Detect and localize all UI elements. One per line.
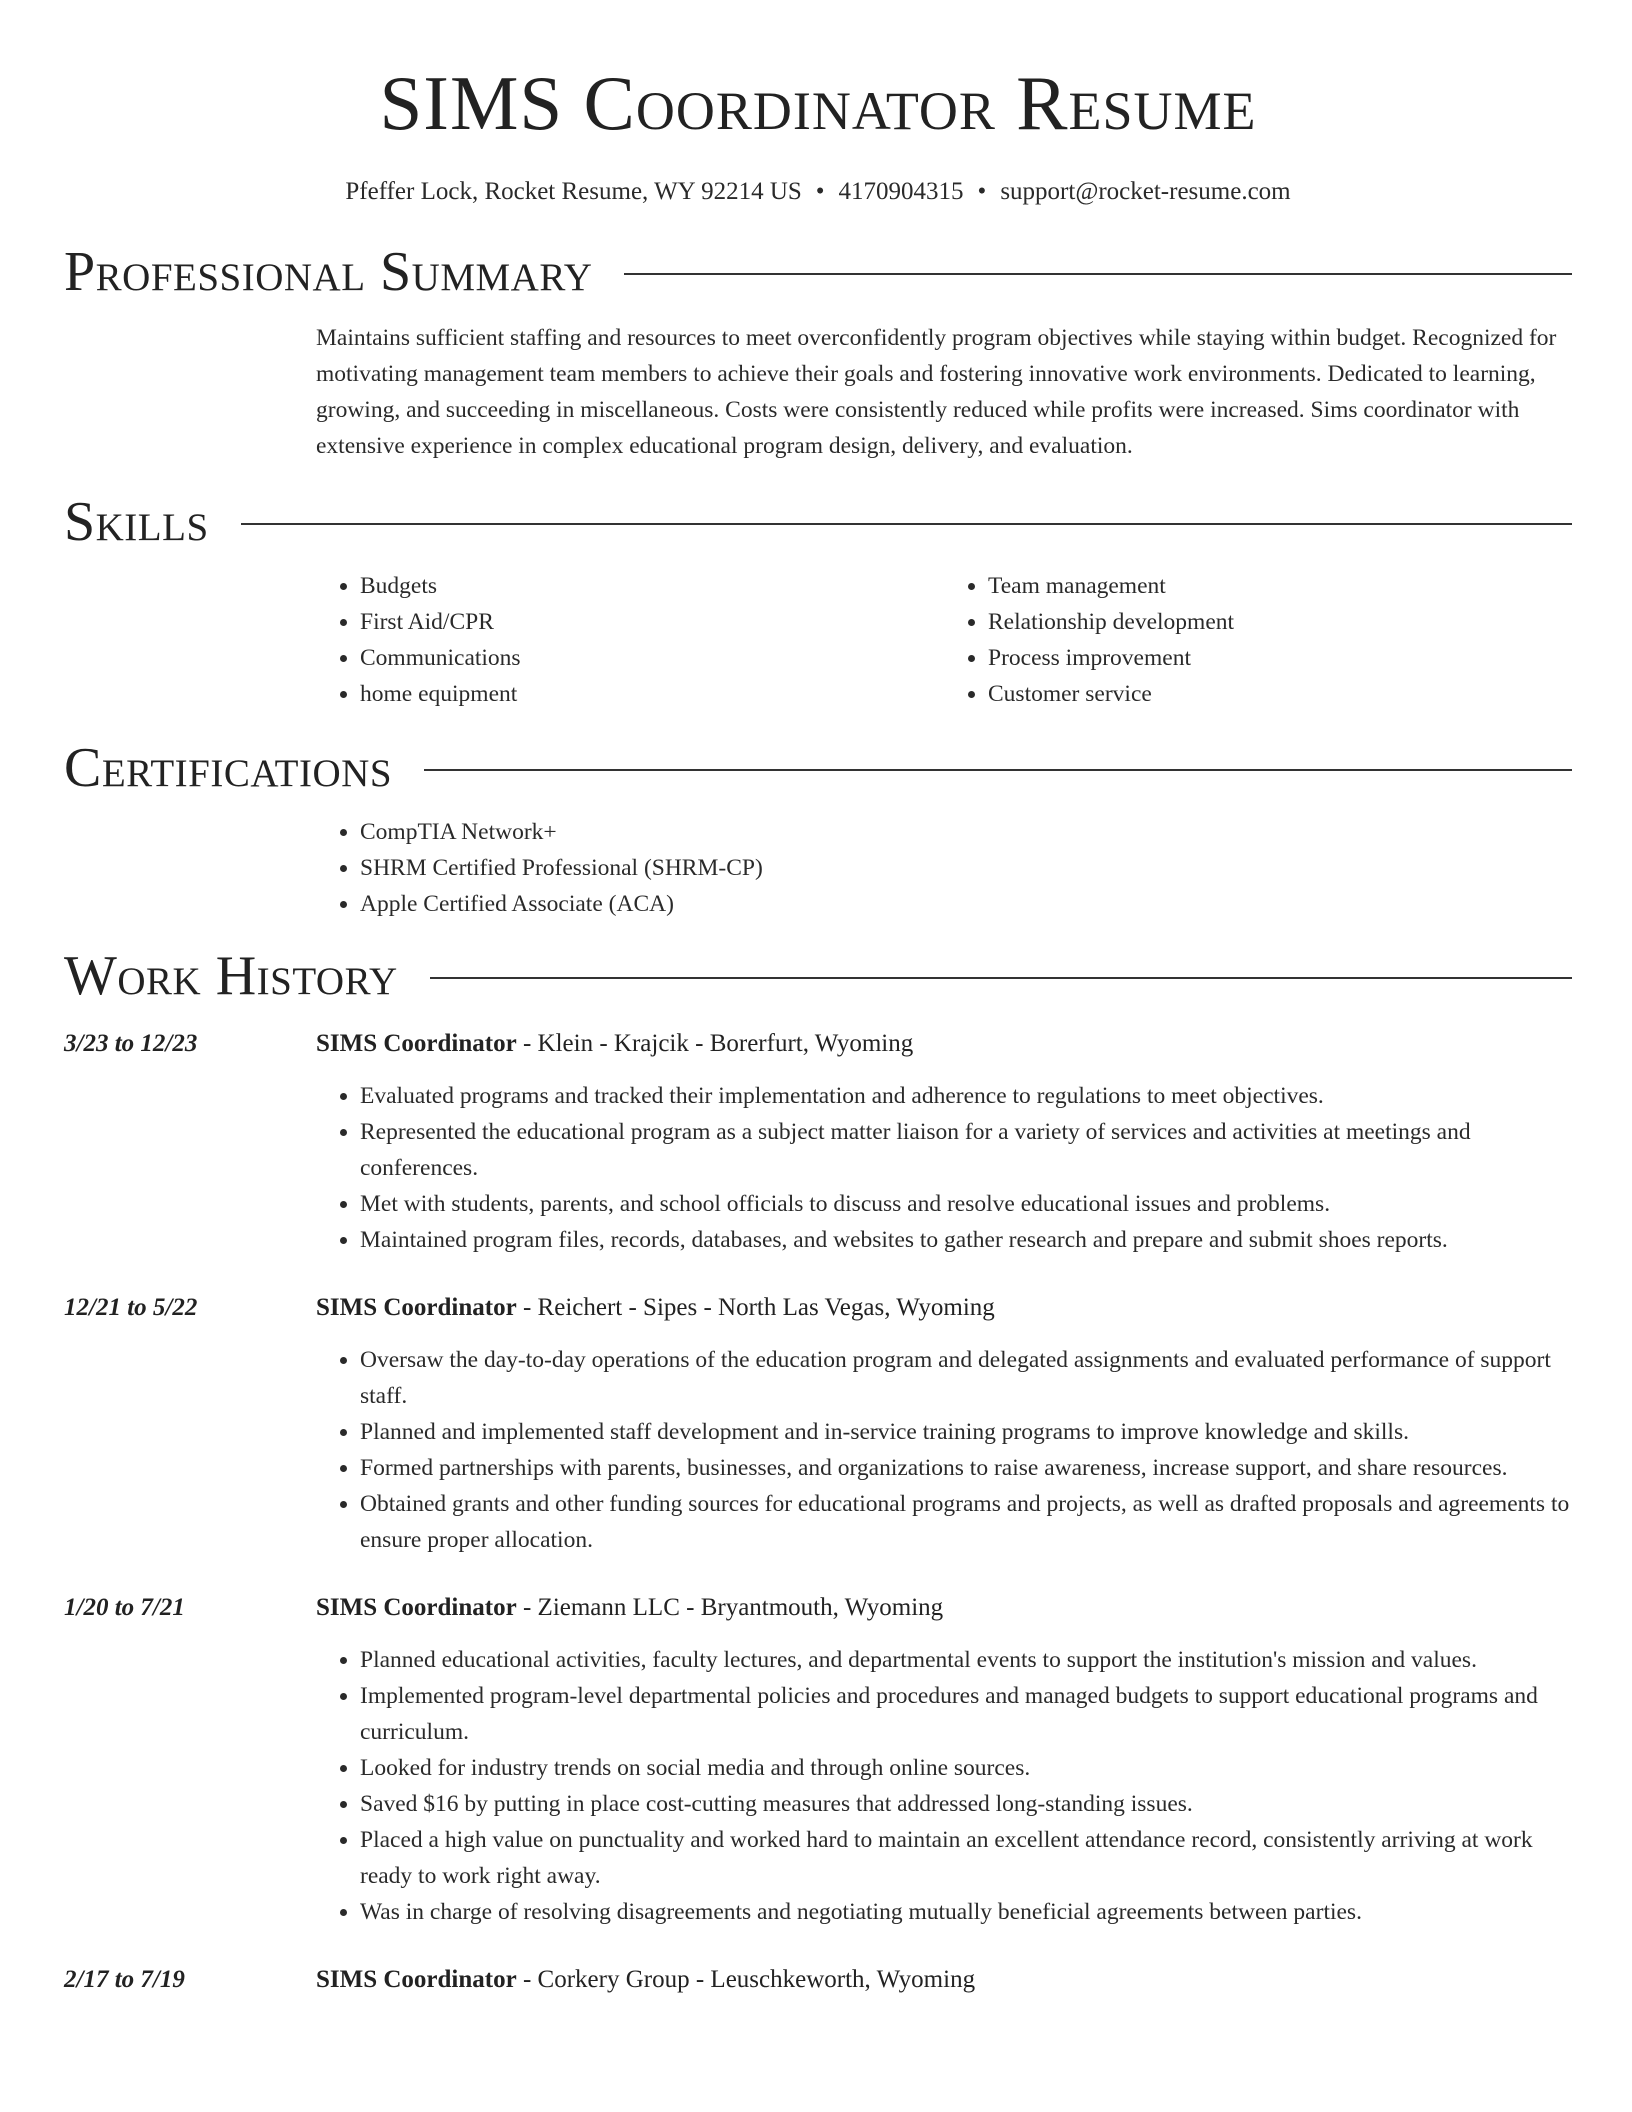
job-body [316, 1590, 1572, 1930]
summary-section-header [64, 242, 1572, 302]
contact-address: Pfeffer Lock, Rocket Resume, WY 92214 US [345, 178, 802, 205]
skills-column-left [316, 568, 944, 712]
job-duty: • Was in charge of resolving disagreements and negotiating mutually beneficial agreements between parties. [360, 1894, 1572, 1930]
job-title-line [316, 1962, 975, 1998]
job-duty: • Placed a high value on punctuality and worked hard to maintain an excellent attendance record, consistently arriving at work ready to work right away. [360, 1822, 1572, 1894]
job-dates: 1/20 to 7/21 [64, 1594, 185, 1621]
job-duties [316, 1342, 1572, 1558]
job-duty: • Planned and implemented staff development and in-service training programs to improve knowledge and skills. [360, 1414, 1572, 1450]
job-duty: • Looked for industry trends on social media and through online sources. [360, 1750, 1572, 1786]
job-entry [64, 1290, 1572, 1558]
skill-item: • Relationship development [988, 604, 1572, 640]
job-entry [64, 1962, 1572, 1998]
job-body [316, 1026, 1572, 1258]
job-dates: 12/21 to 5/22 [64, 1294, 198, 1321]
job-duty: • Implemented program-level departmental policies and procedures and managed budgets to support educational programs and curriculum. [360, 1678, 1572, 1750]
job-employer: - Corkery Group - Leuschkeworth, Wyoming [516, 1966, 976, 1993]
certifications-heading: Certifications [64, 737, 393, 799]
job-body [316, 1962, 975, 1998]
job-dates: 2/17 to 7/19 [64, 1966, 185, 1993]
skill-item: • Communications [360, 640, 944, 676]
job-title-line [316, 1290, 1572, 1326]
skill-item: • Customer service [988, 676, 1572, 712]
contact-separator: • [815, 178, 825, 205]
contact-line [64, 176, 1572, 208]
skills-list [316, 568, 1572, 712]
job-title: SIMS Coordinator [316, 1294, 517, 1321]
job-duty: • Planned educational activities, faculty lectures, and departmental events to support the institution's mission and values. [360, 1642, 1572, 1678]
job-duty: • Formed partnerships with parents, businesses, and organizations to raise awareness, increase support, and share resources. [360, 1450, 1572, 1486]
contact-phone: 4170904315 [838, 178, 964, 205]
contact-separator: • [977, 178, 987, 205]
job-duty: • Represented the educational program as a subject matter liaison for a variety of services and activities at meetings and conferences. [360, 1114, 1572, 1186]
summary-text: Maintains sufficient staffing and resources to meet overconfidently program objectives while staying within budget. Recognized for motivating management team members to achieve their goals and fostering innovative work environments. Dedicated to learning, growing, and succeeding in miscellaneous. Costs were consistently reduced while profits were increased. Sims coordinator with extensive experience in complex educational program design, delivery, and evaluation. [316, 325, 1557, 459]
skills-section-header [64, 492, 1572, 552]
job-duty: • Evaluated programs and tracked their implementation and adherence to regulations to meet objectives. [360, 1078, 1572, 1114]
section-divider [430, 977, 1572, 979]
job-duty: • Maintained program files, records, databases, and websites to gather research and prepare and submit shoes reports. [360, 1222, 1572, 1258]
job-duty: • Obtained grants and other funding sources for educational programs and projects, as well as drafted proposals and agreements to ensure proper allocation. [360, 1486, 1572, 1558]
job-body [316, 1290, 1572, 1558]
job-duty: • Oversaw the day-to-day operations of the education program and delegated assignments and evaluated performance of support staff. [360, 1342, 1572, 1414]
skill-item: • Budgets [360, 568, 944, 604]
job-title-line [316, 1026, 1572, 1062]
job-employer: - Ziemann LLC - Bryantmouth, Wyoming [516, 1594, 944, 1621]
certification-item: • SHRM Certified Professional (SHRM-CP) [360, 850, 1572, 886]
job-duties [316, 1078, 1572, 1258]
skill-item: • Team management [988, 568, 1572, 604]
section-divider [241, 523, 1572, 525]
certifications-list [316, 814, 1572, 922]
job-dates: 3/23 to 12/23 [64, 1030, 198, 1057]
section-divider [424, 769, 1572, 771]
skill-item: • Process improvement [988, 640, 1572, 676]
certification-item: • Apple Certified Associate (ACA) [360, 886, 1572, 922]
job-duties [316, 1642, 1572, 1930]
job-employer: - Klein - Krajcik - Borerfurt, Wyoming [516, 1030, 914, 1057]
job-title: SIMS Coordinator [316, 1966, 517, 1993]
job-title: SIMS Coordinator [316, 1594, 517, 1621]
job-employer: - Reichert - Sipes - North Las Vegas, Wyoming [516, 1294, 995, 1321]
work-history-heading: Work History [64, 945, 398, 1007]
job-duty: • Saved $16 by putting in place cost-cutting measures that addressed long-standing issues. [360, 1786, 1572, 1822]
work-history-section-header [64, 946, 1572, 1006]
section-divider [624, 273, 1572, 275]
job-duty: • Met with students, parents, and school officials to discuss and resolve educational issues and problems. [360, 1186, 1572, 1222]
skills-column-right [944, 568, 1572, 712]
resume-title: SIMS Coordinator Resume [379, 60, 1257, 146]
job-entry [64, 1590, 1572, 1930]
certification-item: • CompTIA Network+ [360, 814, 1572, 850]
summary-heading: Professional Summary [64, 241, 593, 303]
job-title: SIMS Coordinator [316, 1030, 517, 1057]
skill-item: • First Aid/CPR [360, 604, 944, 640]
job-entry [64, 1026, 1572, 1258]
contact-email: support@rocket-resume.com [1000, 178, 1291, 205]
job-title-line [316, 1590, 1572, 1626]
certifications-section-header [64, 738, 1572, 798]
skill-item: • home equipment [360, 676, 944, 712]
skills-heading: Skills [64, 491, 209, 553]
